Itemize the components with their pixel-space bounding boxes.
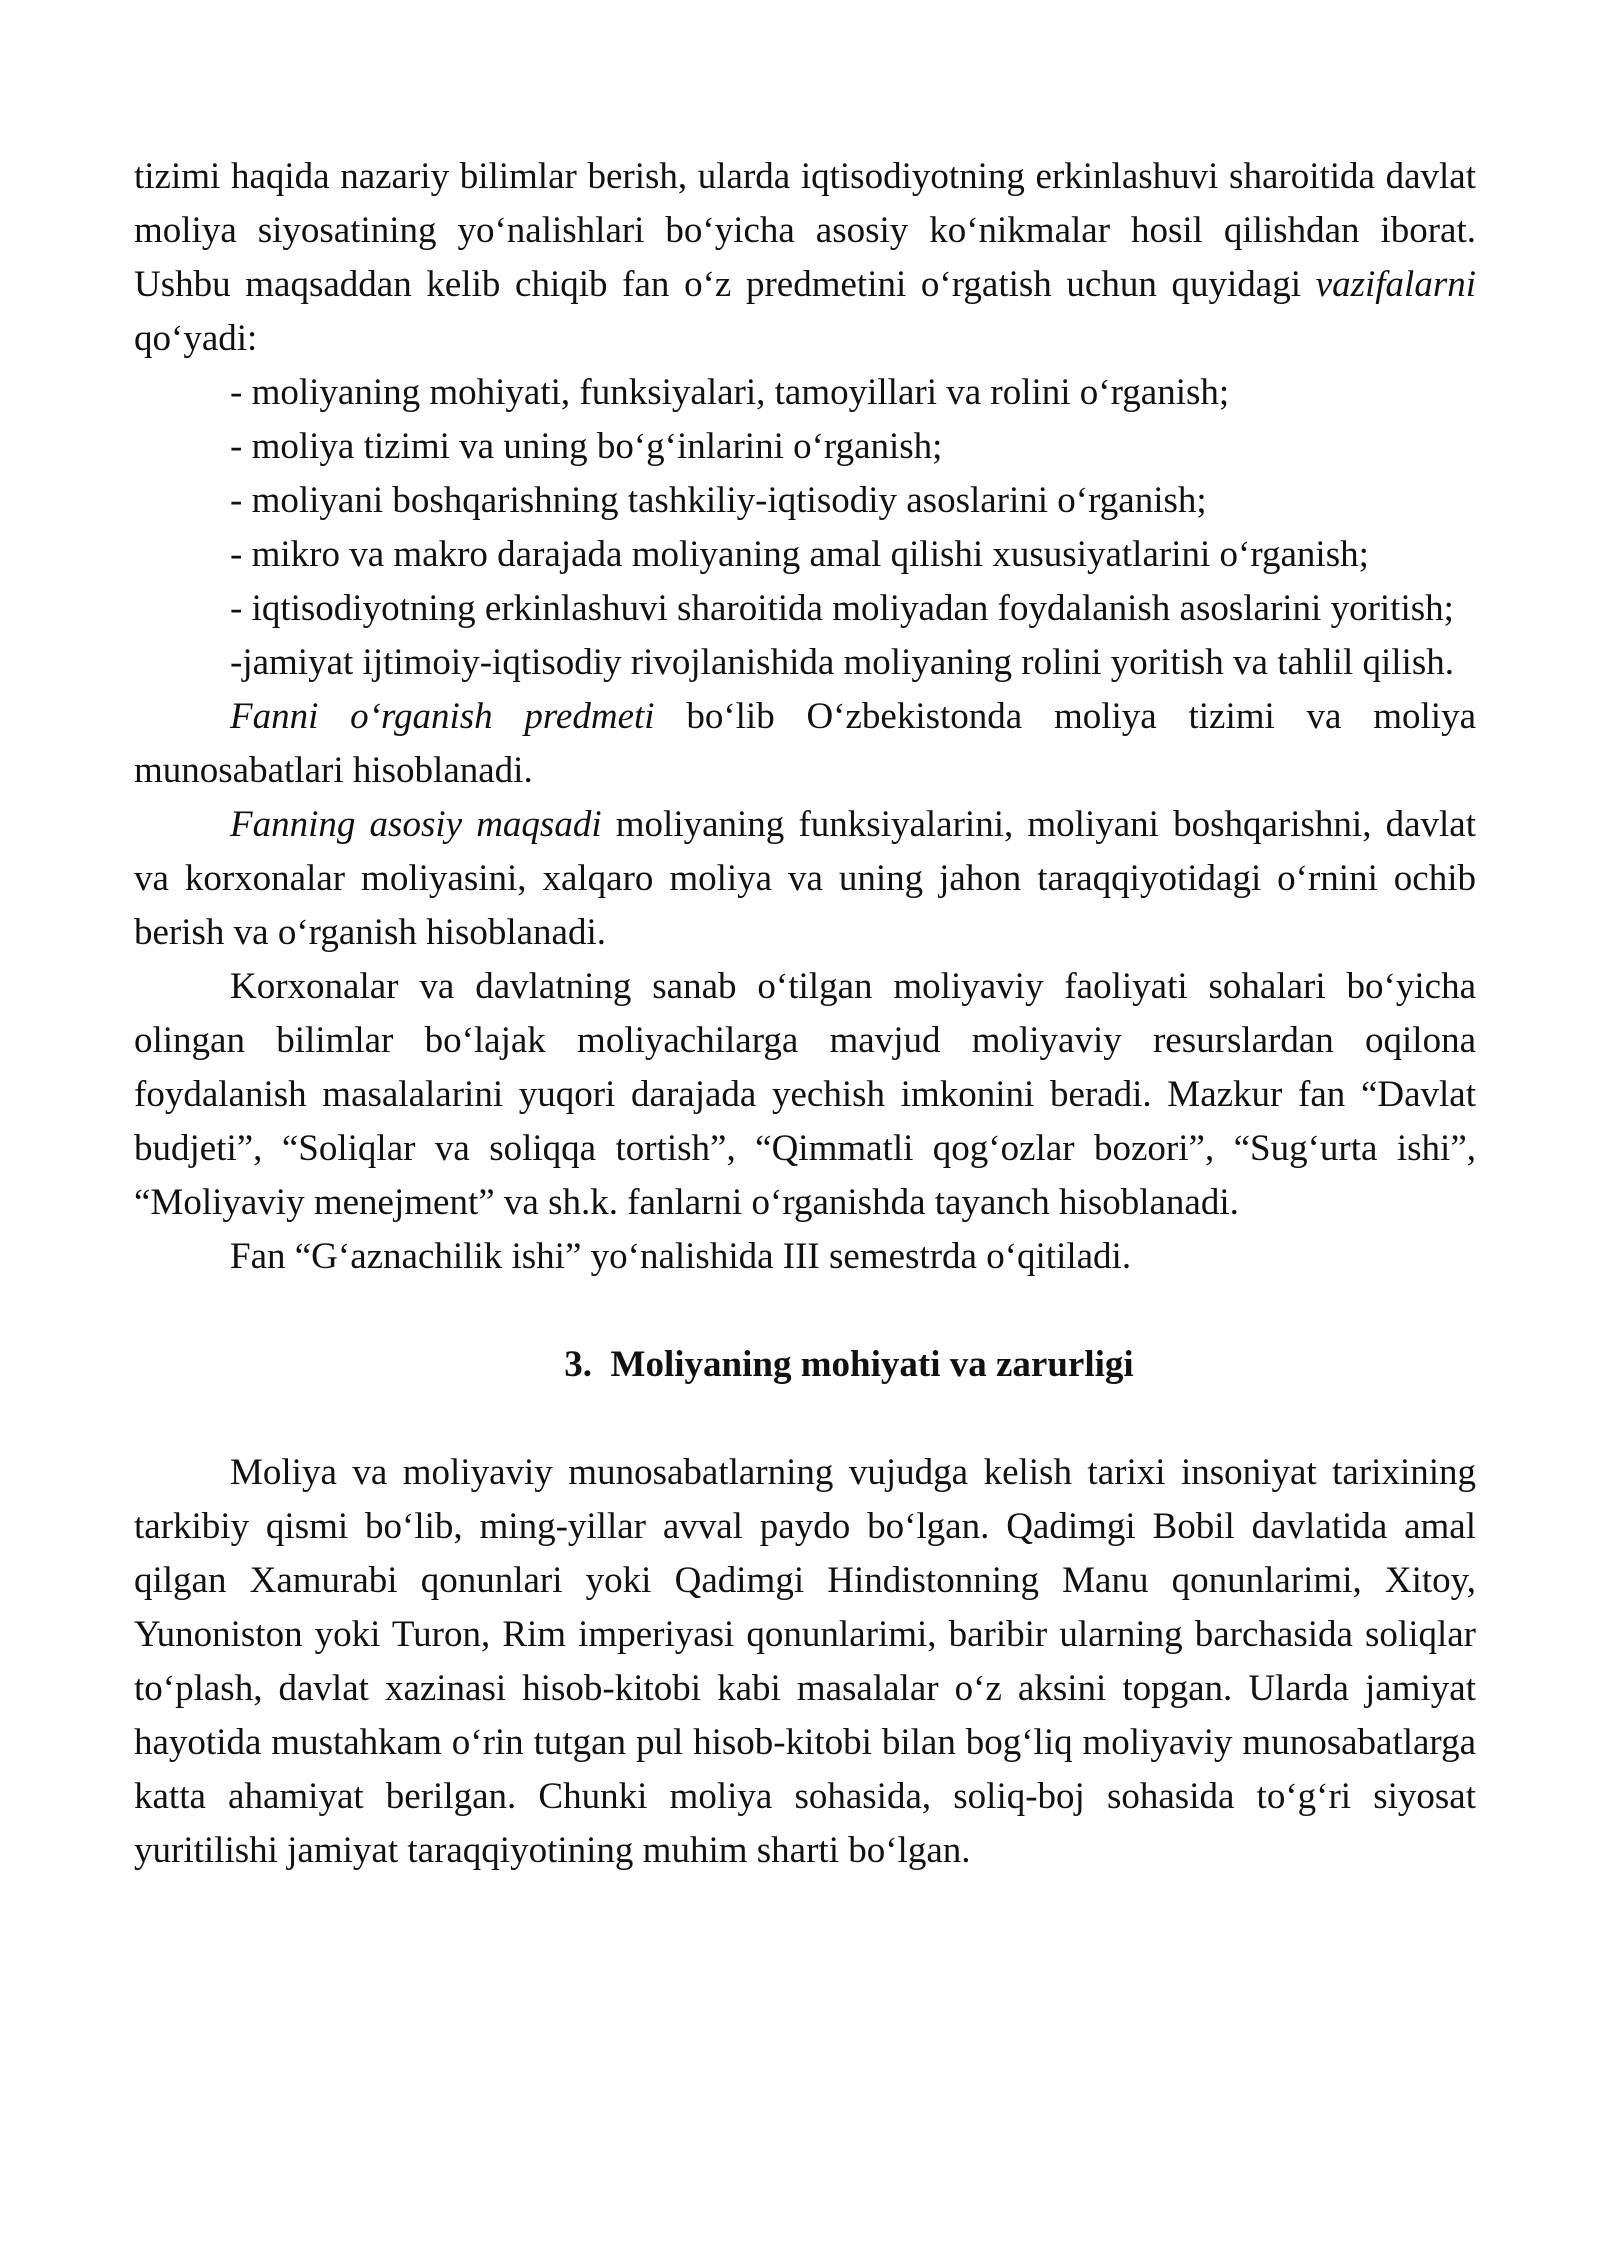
document-page (134, 150, 1476, 1878)
goal-emphasis: Fanning asosiy maqsadi (230, 804, 602, 845)
intro-text: tizimi haqida nazariy bilimlar berish, ularda iqtisodiyotning erkinlashuvi sharoitida davlat moliya siyosatining yo‘nalishlari bo‘yicha asosiy ko‘nikmalar hosil qilishdan iborat. Ushbu maqsaddan kelib chiqib fan o‘z predmetini o‘rgatish uchun quyidagi (134, 156, 1476, 305)
task-item: - iqtisodiyotning erkinlashuvi sharoitida moliyadan foydalanish asoslarini yoritish; (230, 588, 1454, 629)
intro-text-end: qo‘yadi: (134, 318, 258, 359)
intro-paragraph (134, 150, 1476, 366)
task-item: - moliyani boshqarishning tashkiliy-iqtisodiy asoslarini o‘rganish; (230, 480, 1207, 521)
intro-emphasis: vazifalarni (1315, 264, 1476, 305)
section-title: Moliyaning mohiyati va zarurligi (610, 1344, 1134, 1385)
section-number: 3. (564, 1344, 593, 1385)
subject-emphasis: Fanni o‘rganish predmeti (230, 696, 655, 737)
task-item: -jamiyat ijtimoiy-iqtisodiy rivojlanishida moliyaning rolini yoritish va tahlil qilish. (230, 642, 1454, 683)
task-item: - mikro va makro darajada moliyaning amal qilishi xususiyatlarini o‘rganish; (230, 534, 1369, 575)
task-item: - moliya tizimi va uning bo‘g‘inlarini o‘rganish; (230, 426, 943, 467)
section-heading (134, 1338, 1476, 1392)
subject-text: bo‘lib O‘zbekistonda moliya tizimi va moliya munosabatlari hisoblanadi. (134, 696, 1476, 791)
goal-text: moliyaning funksiyalarini, moliyani boshqarishni, davlat va korxonalar moliyasini, xalqaro moliya va uning jahon taraqqiyotidagi o‘rnini ochib berish va o‘rganish hisoblanadi. (134, 804, 1477, 953)
knowledge-paragraph: Korxonalar va davlatning sanab o‘tilgan moliyaviy faoliyati sohalari bo‘yicha olingan bilimlar bo‘lajak moliyachilarga mavjud moliyaviy resurslardan oqilona foydalanish masalalarini yuqori darajada yechish imkonini beradi. Mazkur fan “Davlat budjeti”, “Soliqlar va soliqqa tortish”, “Qimmatli qog‘ozlar bozori”, “Sug‘urta ishi”, “Moliyaviy menejment” va sh.k. fanlarni o‘rganishda tayanch hisoblanadi. (134, 966, 1476, 1223)
task-item: - moliyaning mohiyati, funksiyalari, tamoyillari va rolini o‘rganish; (230, 372, 1230, 413)
goal-paragraph (134, 798, 1476, 960)
subject-paragraph (134, 690, 1476, 798)
semester-paragraph: Fan “G‘aznachilik ishi” yo‘nalishida III semestrda o‘qitiladi. (230, 1236, 1132, 1277)
history-paragraph: Moliya va moliyaviy munosabatlarning vujudga kelish tarixi insoniyat tarixining tarkibiy qismi bo‘lib, ming-yillar avval paydo bo‘lgan. Qadimgi Bobil davlatida amal qilgan Xamurabi qonunlari yoki Qadimgi Hindistonning Manu qonunlarimi, Xitoy, Yunoniston yoki Turon, Rim imperiyasi qonunlarimi, baribir ularning barchasida soliqlar to‘plash, davlat xazinasi hisob-kitobi kabi masalalar o‘z aksini topgan. Ularda jamiyat hayotida mustahkam o‘rin tutgan pul hisob-kitobi bilan bog‘liq moliyaviy munosabatlarga katta ahamiyat berilgan. Chunki moliya sohasida, soliq-boj sohasida to‘g‘ri siyosat yuritilishi jamiyat taraqqiyotining muhim sharti bo‘lgan. (134, 1452, 1476, 1871)
